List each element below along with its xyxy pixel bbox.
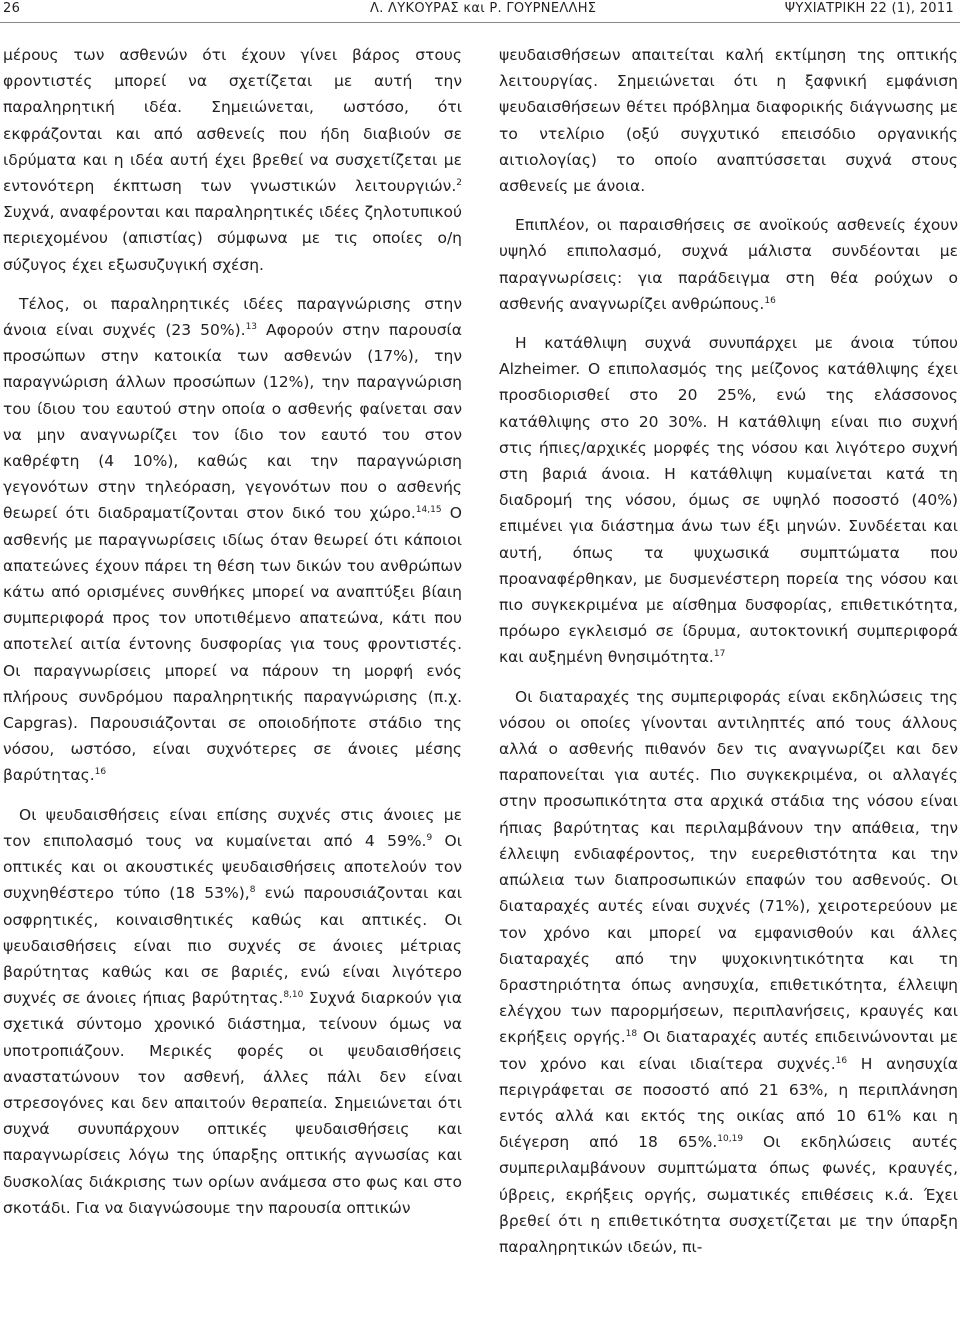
paragraph: [499, 212, 958, 317]
journal-citation: ΨΥΧΙΑΤΡΙΚΗ 22 (1), 2011: [784, 1, 954, 16]
paragraph-text: ψευδαισθήσεων απαιτείται καλή εκτίμηση της οπτικής λειτουργίας. Σημειώνεται ότι η ξαφνική εμφάνιση ψευδαισθήσεων θέτει πρόβλημα διαφορικής διάγνωσης με το ντελίριο (οξύ συγχυτικό επεισόδιο οργανικής αιτιολογίας) το οποίο αναπτύσσεται συχνά στους ασθενείς με άνοια.: [499, 46, 958, 196]
paragraph: [3, 291, 462, 789]
paragraph-text: Οι διαταραχές της συμπεριφοράς είναι εκδηλώσεις της νόσου οι οποίες γίνονται αντιληπτές από τους άλλους αλλά ο ασθενής πιθανόν δεν τις αναγνωρίζει και δεν παραπονείται για αυτές. Πιο συγκεκριμένα, οι αλλαγές στην προσωπικότητα στα αρχικά στάδια της νόσου είναι ήπιας βαρύτητας και περιλαμβάνουν την απάθεια, την έλλειψη ενδιαφέροντος, την ευερεθιστότητα και την απώλεια των διαπροσωπικών επαφών του ασθενούς. Οι διαταραχές αυτές είναι συχνές (71%), χειροτερεύουν με τον χρόνο και μπορεί να εμφανισθούν και άλλες διαταραχές από την ψυχοκινητικότητα και τη δραστηριότητα όπως ανησυχία, επιθετικότητα, έλλειψη ελέγχου των παρορμήσεων, περιπλανήσεις, κραυγές και εκρήξεις οργής.: [499, 687, 958, 1047]
reference-superscript: 17: [713, 649, 726, 660]
reference-superscript: 2: [456, 178, 462, 189]
paragraph-text: Οι διαταραχές αυτές επιδεινώνονται με τον χρόνο και είναι ιδιαίτερα συχνές.: [499, 1028, 958, 1073]
paragraph-text: ενώ παρουσιάζονται και οσφρητικές, κοιναισθητικές καθώς και απτικές. Οι ψευδαισθήσεις είναι πιο συχνές σε άνοιες μέτριας βαρύτητας καθώς και σε βαριές, ενώ είναι λιγότερο συχνές σε άνοιες ήπιας βαρύτητας.: [3, 884, 462, 1008]
reference-superscript: 9: [426, 832, 433, 843]
reference-superscript: 13: [245, 322, 258, 333]
reference-superscript: 8: [249, 885, 256, 896]
paragraph: [3, 802, 462, 1221]
running-header: [0, 0, 960, 23]
reference-superscript: 16: [764, 295, 776, 306]
reference-superscript: 14,15: [415, 505, 442, 516]
paragraph-text: Οι οπτικές και οι ακουστικές ψευδαισθήσεις αποτελούν τον συχνηθέστερο τύπο (18 53%),: [3, 831, 463, 903]
paragraph-text: Συχνά διαρκούν για σχετικά σύντομο χρονικό διάστημα, τείνουν όμως να υποτροπιάζουν. Μερικές φορές οι ψευδαισθήσεις αναστατώνουν τον ασθενή, άλλες πάλι δεν είναι στρεσογόνες και δεν απαιτούν θεραπεία. Σημειώνεται ότι συχνά συνυπάρχουν οπτικές ψευδαισθήσεις και παραγνωρίσεις λόγω της ύπαρξης οπτικής αγνωσίας και δυσκολίας διάκρισης των ορίων ανάμεσα στο φως και στο σκοτάδι. Για να διαγνώσουμε την παρουσία οπτικών: [3, 989, 462, 1217]
paragraph: [499, 330, 958, 671]
paragraph: [3, 42, 462, 278]
reference-superscript: 18: [625, 1029, 638, 1040]
reference-superscript: 16: [835, 1055, 848, 1066]
left-column: [3, 42, 462, 1221]
paragraph-text: Η κατάθλιψη συχνά συνυπάρχει με άνοια τύπου Alzheimer. Ο επιπολασμός της μείζονος κατάθλιψης έχει προσδιορισθεί στο 20 25%, ενώ της ελάσσονος κατάθλιψης στο 20 30%. Η κατάθλιψη είναι πιο συχνή στις ήπιες/αρχικές μορφές της νόσου και λιγότερο συχνή στη βαριά άνοια. Η κατάθλιψη κυμαίνεται κατά τη διαδρομή της νόσου, όμως σε υψηλό ποσοστό (40%) επιμένει για διάστημα άνω των έξι μηνών. Συνδέεται και αυτή, όπως τα ψυχωσικά συμπτώματα που προαναφέρθηκαν, με δυσμενέστερη πορεία της νόσου και πιο συγκεκριμένα με αίσθημα δυσφορίας, επιθετικότητα, πρόωρο εγκλεισμό σε ίδρυμα, αυτοκτονική συμπεριφορά και αυξημένη θνησιμότητα.: [499, 334, 958, 667]
paragraph: [499, 684, 958, 1260]
paragraph-text: Οι εκδηλώσεις αυτές συμπεριλαμβάνουν συμπτώματα όπως φωνές, κραυγές, ύβρεις, εκρήξεις οργής, σωματικές επιθέσεις κ.ά. Έχει βρεθεί ότι η επιθετικότητα συσχετίζεται με την ύπαρξη παραληρητικών ιδεών, πι-: [499, 1133, 958, 1256]
paragraph-text: Ο ασθενής με παραγνωρίσεις ιδίως όταν θεωρεί ότι κάποιοι απατεώνες έχουν πάρει τη θέση των δικών του ανθρώπων κάτω από ορισμένες συνθήκες μπορεί να αναπτύξει βίαιη συμπεριφορά προς τον υποτιθέμενο απατεώνα, κάτι που αποτελεί αιτία έντονης δυσφορίας για τους φροντιστές. Οι παραγνωρίσεις μπορεί να πάρουν τη μορφή ενός πλήρους συνδρόμου παραληρητικής παραγνώρισης (π.χ. Capgras). Παρουσιάζονται σε οποιοδήποτε στάδιο της νόσου, ωστόσο, είναι συχνότερες σε άνοιες μέσης βαρύτητας.: [3, 504, 462, 785]
reference-superscript: 8,10: [283, 990, 304, 1001]
reference-superscript: 16: [94, 767, 107, 778]
paragraph-text: Αφορούν στην παρουσία προσώπων στην κατοικία των ασθενών (17%), την παραγνώριση άλλων προσώπων (12%), την παραγνώριση του ίδιου του εαυτού στην οποία ο ασθενής φαίνεται σαν να μην αναγνωρίζει τον ίδιο τον εαυτό του στον καθρέφτη (4 10%), καθώς και την παραγνώριση γεγονότων στην τηλεόραση, γεγονότων που ο ασθενής θεωρεί ότι διαδραματίζονται στον δικό του χώρο.: [3, 321, 462, 523]
paragraph-text: Η ανησυχία περιγράφεται σε ποσοστό από 21 63%, η περιπλάνηση εντός αλλά και εκτός της οικίας από 10 61% και η διέγερση από 18 65%.: [499, 1054, 958, 1152]
paragraph-text: Οι ψευδαισθήσεις είναι επίσης συχνές στις άνοιες με τον επιπολασμό τους να κυμαίνεται από 4 59%.: [3, 805, 462, 850]
paragraph-text: Επιπλέον, οι παραισθήσεις σε ανοϊκούς ασθενείς έχουν υψηλό επιπολασμό, συχνά μάλιστα συνδέονται με παραγνωρίσεις: για παράδειγμα στη θέα ρούχων ο ασθενής αναγνωρίζει ανθρώπους.: [499, 216, 958, 313]
paragraph-text: μέρους των ασθενών ότι έχουν γίνει βάρος στους φροντιστές μπορεί να σχετίζεται με αυτή την παραληρητική ιδέα. Σημειώνεται, ωστόσο, ότι εκφράζονται και από ασθενείς που ήδη διαβιούν σε ιδρύματα και η ιδέα αυτή έχει βρεθεί να συσχετίζεται με εντονότερη έκπτωση των γνωστικών λειτουργιών.: [3, 46, 462, 196]
paragraph-text: Τέλος, οι παραληρητικές ιδέες παραγνώρισης στην άνοια είναι συχνές (23 50%).: [3, 294, 462, 340]
running-authors: Λ. ΛΥΚΟΥΡΑΣ και Ρ. ΓΟΥΡΝΕΛΛΗΣ: [370, 1, 597, 16]
reference-superscript: 10,19: [717, 1134, 744, 1145]
right-column: [499, 42, 958, 1260]
paragraph: [499, 42, 958, 199]
paragraph-text: Συχνά, αναφέρονται και παραληρητικές ιδέες ζηλοτυπικού περιεχομένου (απιστίας) σύμφωνα με τις οποίες ο/η σύζυγος έχει εξωσυζυγική σχέση.: [3, 203, 462, 274]
page-number: 26: [3, 1, 21, 16]
